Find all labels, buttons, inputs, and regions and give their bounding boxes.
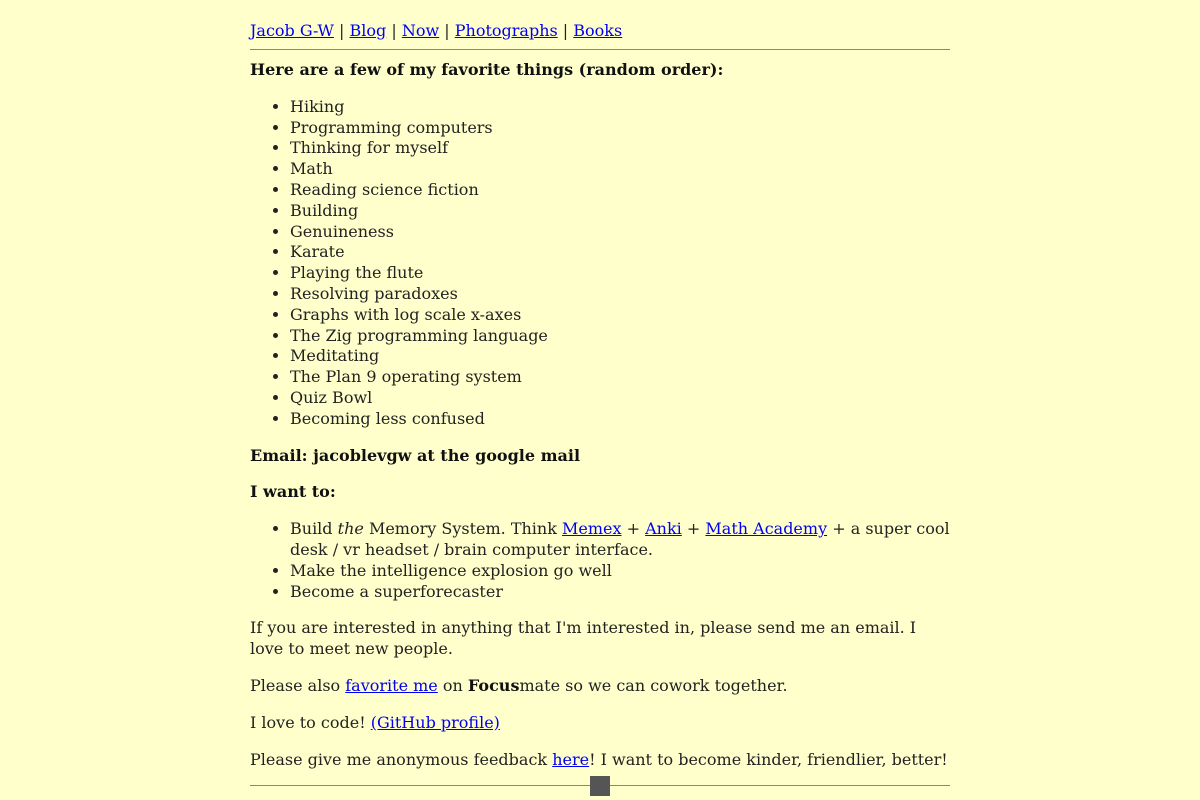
wants-list: [250, 519, 950, 602]
nav-link-blog[interactable]: Blog: [349, 21, 387, 40]
list-item: • Become a superforecaster: [290, 582, 950, 603]
list-item: • The Zig programming language: [290, 326, 950, 347]
list-item: • The Plan 9 operating system: [290, 367, 950, 388]
list-item: • Graphs with log scale x-axes: [290, 305, 950, 326]
list-item: • Math: [290, 159, 950, 180]
feedback-link[interactable]: here: [552, 749, 590, 769]
page-content: [250, 20, 950, 770]
list-item: • Make the intelligence explosion go well: [290, 561, 950, 582]
list-item: • Hiking: [290, 97, 950, 118]
list-item: • Quiz Bowl: [290, 388, 950, 409]
feedback-paragraph: Please give me anonymous feedback here! I want to become kinder, friendlier, better!: [250, 749, 948, 769]
list-item: • Reading science fiction: [290, 180, 950, 201]
list-item: • Programming computers: [290, 118, 950, 139]
list-item: • Meditating: [290, 346, 950, 367]
nav-separator: |: [444, 21, 450, 40]
list-item: • Thinking for myself: [290, 138, 950, 159]
code-paragraph: I love to code! (GitHub profile): [250, 712, 500, 732]
nav-separator: |: [562, 21, 569, 40]
nav-separator: |: [391, 21, 397, 40]
list-item: • Karate: [290, 242, 950, 263]
nav-link-now[interactable]: Now: [401, 21, 440, 40]
list-item: • Playing the flute: [290, 263, 950, 284]
memex-link[interactable]: Memex: [562, 519, 622, 539]
focusmate-paragraph: Please also favorite me on Focusmate so we can cowork together.: [250, 675, 788, 695]
list-item: • Becoming less confused: [290, 409, 950, 430]
favorite-me-link[interactable]: favorite me: [345, 675, 438, 695]
wants-heading: I want to:: [250, 482, 336, 502]
top-nav: [250, 20, 950, 41]
anki-link[interactable]: Anki: [645, 519, 682, 539]
list-item: • Resolving paradoxes: [290, 284, 950, 305]
nav-separator: |: [339, 21, 345, 40]
nav-link-home[interactable]: Jacob G-W: [250, 21, 334, 40]
list-item: • Building: [290, 201, 950, 222]
nav-link-photographs[interactable]: Photographs: [454, 21, 558, 40]
scroll-handle[interactable]: [590, 776, 610, 796]
email-line: Email: jacoblevgw at the google mail: [250, 445, 581, 465]
favorites-list: [250, 97, 950, 430]
math-academy-link[interactable]: Math Academy: [705, 519, 828, 539]
list-item: • Build the Memory System. Think Memex + Anki + Math Academy + a super cool desk / vr headset / brain computer interface.: [290, 519, 950, 561]
nav-link-books[interactable]: Books: [573, 21, 623, 40]
list-item: • Genuineness: [290, 222, 950, 243]
favorites-heading: Here are a few of my favorite things (random order):: [250, 60, 724, 79]
interest-paragraph: If you are interested in anything that I'm interested in, please send me an email. I love to meet new people.: [250, 618, 917, 659]
nav-divider: [250, 49, 950, 50]
github-profile-link[interactable]: (GitHub profile): [370, 712, 500, 732]
